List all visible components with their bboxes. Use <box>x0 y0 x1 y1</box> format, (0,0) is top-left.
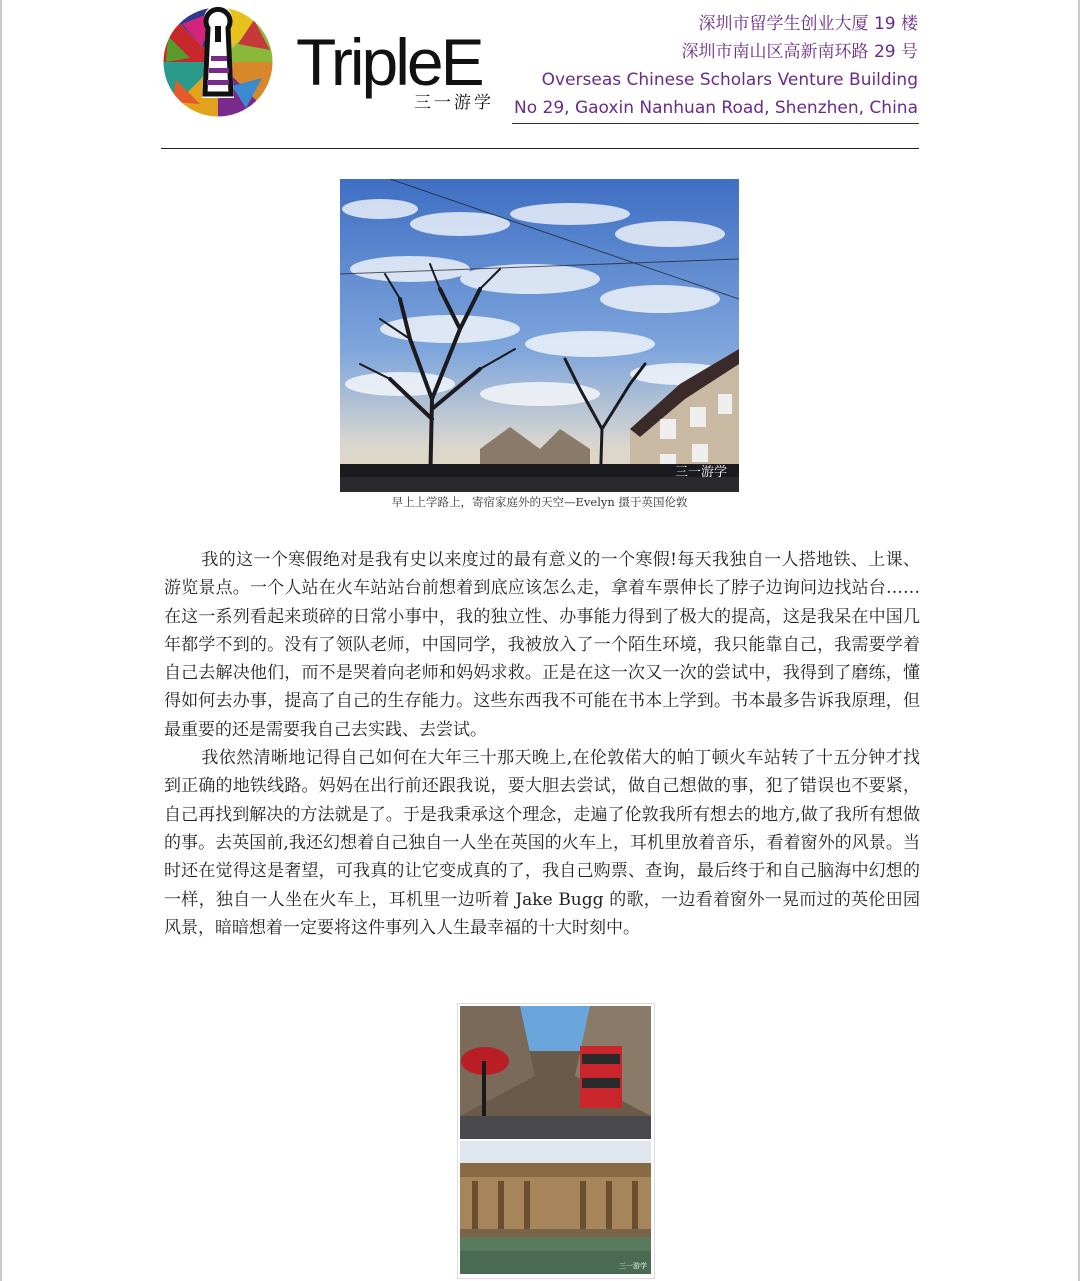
roman-baths-image <box>460 1141 651 1274</box>
address-line-1: 深圳市留学生创业大厦 19 楼 <box>698 14 918 34</box>
photo-caption: 早上上学路上，寄宿家庭外的天空—Evelyn 摄于英国伦敦 <box>391 495 688 509</box>
address-line-3: Overseas Chinese Scholars Venture Building <box>541 70 918 90</box>
header-divider <box>161 148 919 149</box>
london-street-image <box>460 1006 651 1139</box>
photo-watermark-small: 三一游学 <box>619 1262 647 1270</box>
page-edge-left <box>0 0 2 1281</box>
roman-baths-photo <box>460 1141 651 1274</box>
address-line-2: 深圳市南山区高新南环路 29 号 <box>681 42 918 62</box>
sky-photo-image <box>340 179 739 492</box>
brand <box>296 24 506 114</box>
brand-subtitle: 三一游学 <box>414 93 494 113</box>
address-block <box>514 10 918 122</box>
triplee-logo-icon <box>162 6 274 118</box>
address-line-4: No 29, Gaoxin Nanhuan Road, Shenzhen, China <box>513 98 918 118</box>
photo-watermark: 三一游学 <box>674 465 727 480</box>
paragraph-1: 我的这一个寒假绝对是我有史以来度过的最有意义的一个寒假!每天我独自一人搭地铁、上课、游览景点。一个人站在火车站站台前想着到底应该怎么走，拿着车票伸长了脖子边询问边找站台……在这一系列看起来琐碎的日常小事中，我的独立性、办事能力得到了极大的提高，这是我呆在中国几年都学不到的。没有了领队老师，中国同学，我被放入了一个陌生环境，我只能靠自己，我需要学着自己去解决他们，而不是哭着向老师和妈妈求救。正是在这一次又一次的尝试中，我得到了磨练，懂得如何去办事，提高了自己的生存能力。这些东西我不可能在书本上学到。书本最多告诉我原理，但最重要的还是需要我自己去实践、去尝试。 <box>164 550 920 740</box>
paragraph-2: 我依然清晰地记得自己如何在大年三十那天晚上,在伦敦偌大的帕丁顿火车站转了十五分钟才找到正确的地铁线路。妈妈在出行前还跟我说，要大胆去尝试，做自己想做的事，犯了错误也不要紧，自己再找到解决的方法就是了。于是我秉承这个理念，走遍了伦敦我所有想去的地方,做了我所有想做的事。去英国前,我还幻想着自己独自一人坐在英国的火车上，耳机里放着音乐，看着窗外的风景。当时还在觉得这是奢望，可我真的让它变成真的了，我自己购票、查询，最后终于和自己脑海中幻想的一样，独自一人坐在火车上，耳机里一边听着 Jake Bugg 的歌，一边看着窗外一晃而过的英伦田园风景，暗暗想着一定要将这件事列入人生最幸福的十大时刻中。 <box>164 748 920 938</box>
brand-name: TripleE <box>296 25 482 99</box>
article-body <box>164 546 920 942</box>
london-street-photo <box>460 1006 651 1139</box>
address-divider <box>512 123 919 124</box>
sky-photo <box>340 179 739 492</box>
